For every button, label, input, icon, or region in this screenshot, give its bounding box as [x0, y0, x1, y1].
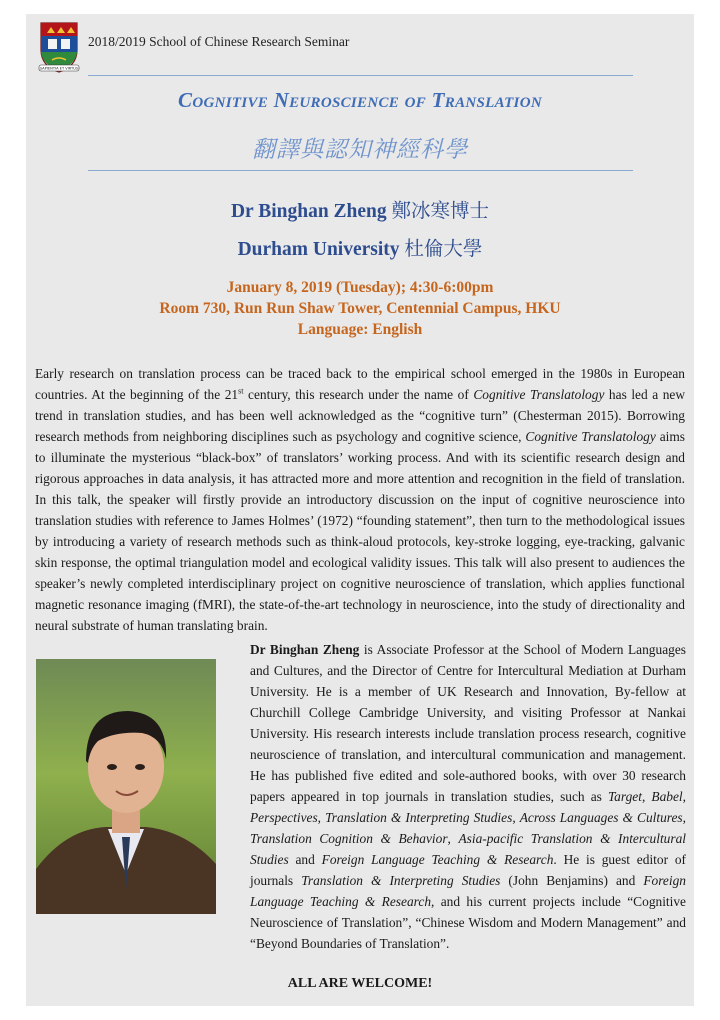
svg-text:SAPIENTIA ET VIRTUS: SAPIENTIA ET VIRTUS: [39, 66, 79, 71]
speaker-photo: [36, 659, 216, 914]
speaker-bio: Dr Binghan Zheng is Associate Professor at the School of Modern Languages and Cultures, and the Director of Centre for Intercultural Mediation at Durham University. He is a member of UK Research and Innovation, By-fellow at Churchill College Cambridge University, and visiting Professor at Nankai University. His research interests include translation process research, cognitive neuroscience of translation, and intercultural communication and management. He has published five edited and sole-authored books, with over 30 research papers appeared in top journals in translation studies, such as Target, Babel, Perspectives, Translation & Interpreting Studies, Across Languages & Cultures, Translation Cognition & Behavior, Asia-pacific Translation & Intercultural Studies and Foreign Language Teaching & Research. He is guest editor of journals Translation & Interpreting Studies (John Benjamins) and Foreign Language Teaching & Research, and his current projects include “Cognitive Neuroscience of Translation”, “Chinese Wisdom and Modern Management” and “Beyond Boundaries of Translation”.: [250, 642, 687, 951]
speaker-name-zh: 鄭冰寒博士: [391, 199, 490, 222]
university-zh: 杜倫大學: [404, 237, 483, 260]
event-language: Language: English: [297, 321, 423, 338]
abstract-paragraph: Early research on translation process can be traced back to the empirical school emerged in the 1980s in European countries. At the beginning of the 21st century, this research under the name of Cognitive Translatology has led a new trend in translation studies, and has been well acknowledged as the “cognitive turn” (Chesterman 2015). Borrowing research methods from neighboring disciplines such as psychology and cognitive science, Cognitive Translatology aims to illuminate the mysterious “black-box” of translators’ working process. And with its scientific research design and rigorous approaches in data analysis, it has attracted more and more attention and recognition in the field of translation. In this talk, the speaker will firstly provide an introductory discussion on the input of cognitive neuroscience into translation studies with reference to James Holmes’ (1972) “founding statement”, then turn to the methodological issues by introducing a variety of research methods such as think-aloud protocols, key-stroke logging, eye-tracking, galvanic skin response, the optimal triangulation model and ecological validity issues. This talk will also present to audiences the speaker’s newly completed interdisciplinary project on cognitive neuroscience of translation, which applies functional magnetic resonance imaging (fMRI), the state-of-the-art technology in neuroscience, into the study of directionality and neural substrate of human translating brain.: [35, 366, 686, 633]
hku-crest-logo: [38, 20, 80, 74]
divider-top: [88, 75, 633, 76]
title-chinese: 翻譯與認知神經科學: [252, 137, 468, 163]
speaker-name: [26, 195, 694, 223]
title-english: Cognitive Neuroscience of Translation: [178, 88, 542, 112]
divider-bottom: [88, 170, 633, 171]
welcome-message: ALL ARE WELCOME!: [287, 976, 433, 991]
poster: [26, 14, 694, 1006]
event-venue: Room 730, Run Run Shaw Tower, Centennial Campus, HKU: [159, 300, 561, 317]
university-en: Durham University: [237, 239, 400, 260]
event-details: [26, 277, 694, 340]
speaker-university: [26, 233, 694, 261]
speaker-name-en: Dr Binghan Zheng: [230, 201, 387, 222]
event-date-time: January 8, 2019 (Tuesday); 4:30-6:00pm: [226, 279, 494, 296]
seminar-series-label: 2018/2019 School of Chinese Research Seminar: [88, 34, 350, 49]
